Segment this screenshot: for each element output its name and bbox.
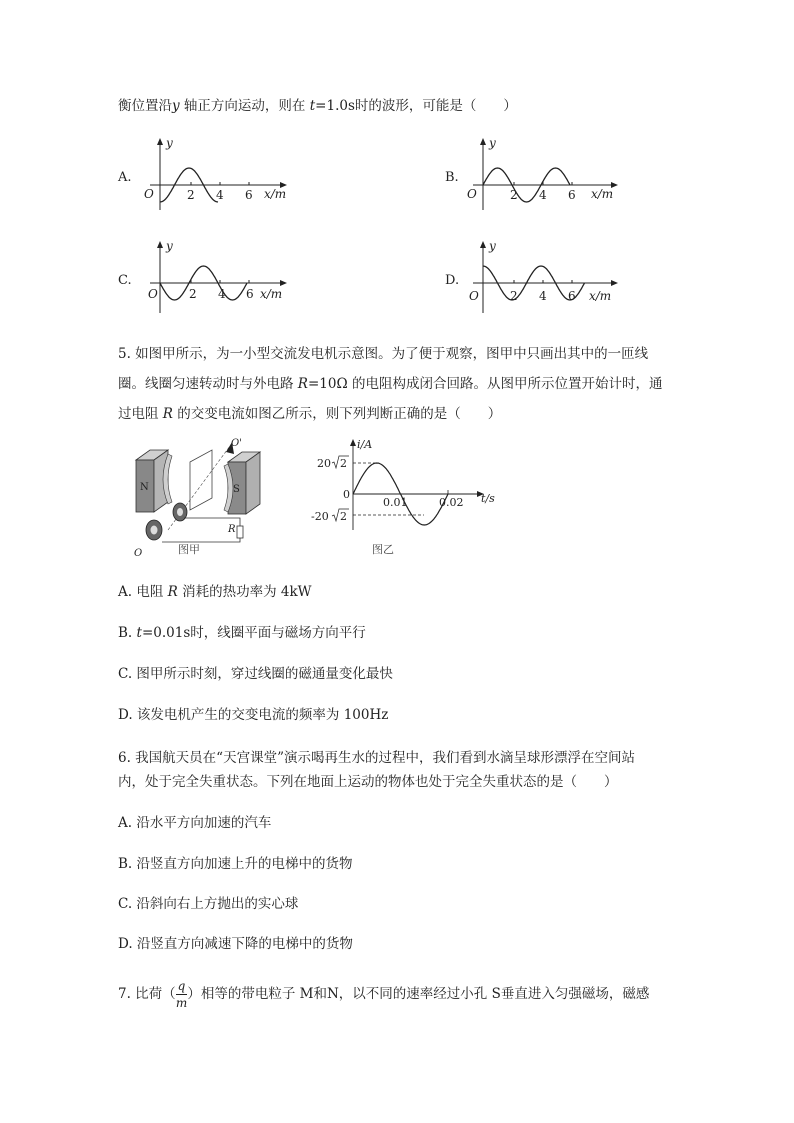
x-axis-label: t/s bbox=[481, 492, 495, 505]
q4-option-b-label: B. bbox=[445, 170, 459, 185]
q5-line-1: 5. 如图甲所示，为一小型交流发电机示意图。为了便于观察，图甲中只画出其中的一匝线 bbox=[118, 346, 649, 362]
max-sqrt-arg: 2 bbox=[340, 457, 347, 470]
q5-option-c: C. 图甲所示时刻，穿过线圈的磁通量变化最快 bbox=[118, 666, 393, 682]
q5-option-a: A. 电阻 R 消耗的热功率为 4kW bbox=[118, 584, 312, 600]
tick-2: 2 bbox=[187, 188, 195, 202]
tick-6: 6 bbox=[246, 287, 254, 301]
magnet-n-label: N bbox=[140, 482, 149, 493]
min-sqrt-arg: 2 bbox=[340, 510, 347, 523]
t-label-001: 0.01 bbox=[383, 496, 408, 509]
tick-4: 4 bbox=[218, 287, 226, 301]
q6-line-1: 6. 我国航天员在“天宫课堂”演示喝再生水的过程中，我们看到水滴呈球形漂浮在空间站 bbox=[118, 750, 635, 766]
tick-2: 2 bbox=[510, 188, 518, 202]
origin-label: O bbox=[467, 187, 477, 201]
resistor-label: R bbox=[228, 524, 236, 535]
y-axis-label: i/A bbox=[357, 438, 373, 451]
origin-label: O bbox=[469, 289, 479, 303]
max-coef: 20 bbox=[317, 457, 331, 470]
q4-option-a-label: A. bbox=[118, 170, 132, 185]
min-coef: -20 bbox=[311, 510, 329, 523]
q4-stem: 衡位置沿y 轴正方向运动，则在 t=1.0s时的波形，可能是（ ） bbox=[118, 98, 517, 114]
figure-jia-caption: 图甲 bbox=[178, 543, 200, 556]
tick-4: 4 bbox=[539, 289, 547, 303]
tick-6: 6 bbox=[245, 188, 253, 202]
charge-mass-ratio: $\frac{q}{m}$ bbox=[175, 979, 188, 1010]
y-axis-label: y bbox=[489, 239, 496, 253]
q6-option-c: C. 沿斜向右上方抛出的实心球 bbox=[118, 896, 299, 912]
x-axis-label: x/m bbox=[264, 187, 287, 201]
origin-label: O bbox=[144, 187, 154, 201]
q4-option-b-graph bbox=[463, 135, 633, 215]
axis-o-prime-label: O' bbox=[231, 438, 242, 449]
q4-option-c-graph bbox=[140, 238, 300, 318]
current-graph bbox=[305, 436, 505, 536]
x-axis-label: x/m bbox=[591, 187, 614, 201]
q6-line-2: 内，处于完全失重状态。下列在地面上运动的物体也处于完全失重状态的是（ ） bbox=[118, 774, 618, 790]
q5-option-b: B. t=0.01s时，线圈平面与磁场方向平行 bbox=[118, 625, 366, 641]
q4-option-d-graph bbox=[463, 238, 633, 318]
q6-option-b: B. 沿竖直方向加速上升的电梯中的货物 bbox=[118, 856, 353, 872]
q6-option-a: A. 沿水平方向加速的汽车 bbox=[118, 815, 272, 831]
tick-2: 2 bbox=[189, 287, 197, 301]
figure-yi-caption: 图乙 bbox=[372, 543, 394, 556]
q5-line-2: 圈。线圈匀速转动时与外电路 R=10Ω 的电阻构成闭合回路。从图甲所示位置开始计时，通 bbox=[118, 376, 663, 392]
tick-4: 4 bbox=[216, 188, 224, 202]
q4-option-c-label: C. bbox=[118, 273, 132, 288]
y-axis-label: y bbox=[166, 136, 173, 150]
q6-option-d: D. 沿竖直方向减速下降的电梯中的货物 bbox=[118, 936, 353, 952]
t-label-002: 0.02 bbox=[439, 496, 464, 509]
axis-o-label: O bbox=[134, 548, 143, 559]
y-axis-label: y bbox=[166, 239, 173, 253]
magnet-s-label: S bbox=[233, 484, 240, 495]
zero-label: 0 bbox=[343, 488, 350, 501]
q7-stem: 7. 比荷（ $\frac{q}{m}$ ）相等的带电粒子 M和N，以不同的速率经过小孔 S垂直进入匀强磁场，磁感 bbox=[118, 979, 650, 1010]
y-axis-label: y bbox=[489, 136, 496, 150]
tick-6: 6 bbox=[568, 289, 576, 303]
x-axis-label: x/m bbox=[589, 289, 612, 303]
tick-2: 2 bbox=[510, 289, 518, 303]
tick-6: 6 bbox=[568, 188, 576, 202]
tick-4: 4 bbox=[539, 188, 547, 202]
q4-option-a-graph bbox=[140, 135, 300, 215]
q5-option-d: D. 该发电机产生的交变电流的频率为 100Hz bbox=[118, 707, 389, 723]
x-axis-label: x/m bbox=[260, 287, 283, 301]
origin-label: O bbox=[148, 287, 158, 301]
q4-option-d-label: D. bbox=[445, 273, 460, 288]
q5-line-3: 过电阻 R 的交变电流如图乙所示，则下列判断正确的是（ ） bbox=[118, 406, 502, 422]
